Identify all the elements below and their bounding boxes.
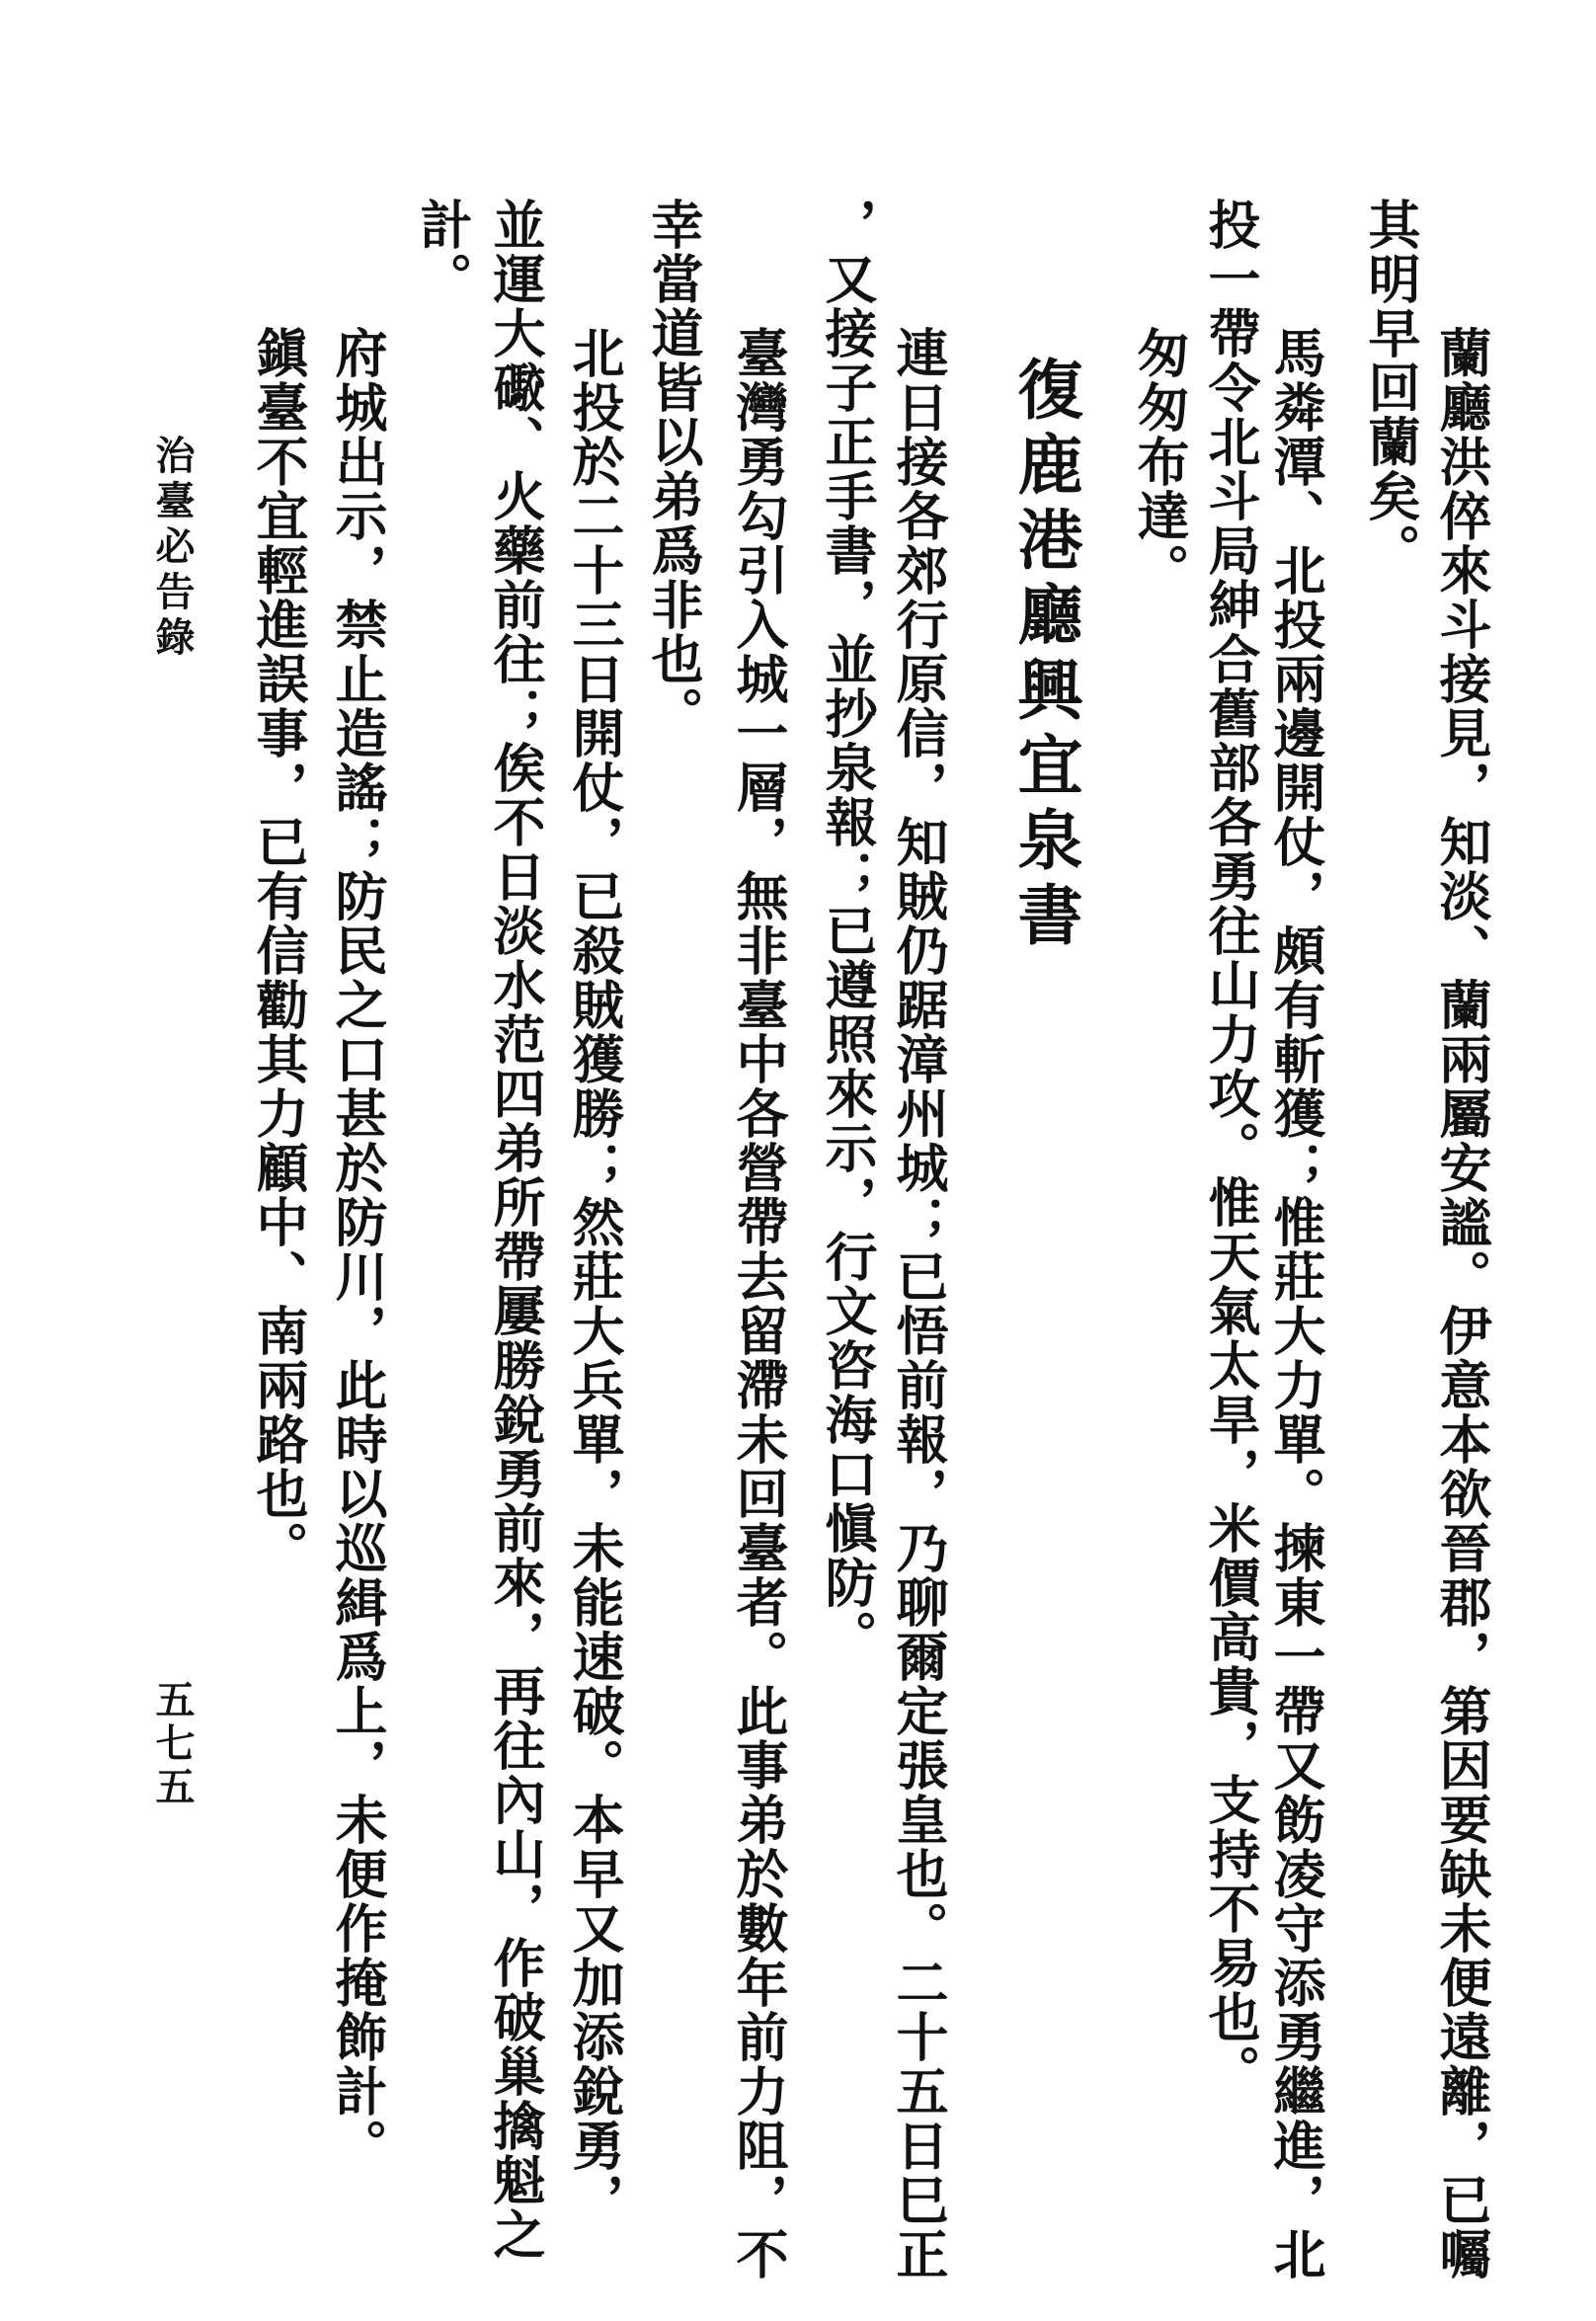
text-column-9: 幸當道皆以弟爲非也。: [643, 198, 704, 741]
text-column-10: 北投於二十三日開仗，已殺賊獲勝；然莊大兵單，未能速破。本早又加添銳勇，: [564, 326, 625, 2227]
text-column-5: 匆匆布達。: [1129, 326, 1190, 598]
text-column-7: ，又接子正手書，並抄泉報；已遵照來示，行文咨海口愼防。: [817, 198, 878, 1664]
page-number: 五七五: [149, 1679, 196, 1809]
text-column-4: 投一帶令北斗局紳合舊部各勇往山力攻。惟天氣太旱，米價高貴，支持不易也。: [1200, 198, 1261, 2099]
text-column-8: 臺灣勇勾引入城一層，無非臺中各營帶去留滯未回臺者。此事弟於數年前力阻，不: [728, 326, 789, 2281]
text-column-12: 計。: [412, 198, 473, 306]
text-column-14: 鎭臺不宜輕進誤事，已有信勸其力顧中、南兩路也。: [248, 326, 309, 1575]
book-title: 治臺必告錄: [149, 435, 196, 662]
text-column-3: 馬粦潭、北投兩邊開仗，頗有斬獲；惟莊大力單。揀東一帶又飭凌守添勇繼進，北: [1265, 326, 1326, 2281]
letter-title: 復鹿港廳興宜泉書: [1006, 356, 1083, 956]
text-column-11: 並運大礮、火藥前往；俟不日淡水范四弟所帶屢勝銳勇前來，再往內山，作破巢擒魁之: [485, 198, 546, 2262]
text-column-13: 府城出示，禁止造謠；防民之口甚於防川，此時以巡緝爲上，未便作掩飾計。: [327, 326, 388, 2173]
text-column-6: 連日接各郊行原信，知賊仍踞漳州城；已悟前報，乃聊爾定張皇也。二十五日巳正: [888, 326, 949, 2281]
text-column-2: 其明早回蘭矣。: [1360, 198, 1421, 578]
text-column-1: 蘭廳洪倅來斗接見，知淡、蘭兩屬安謐。伊意本欲晉郡，第因要缺未便遠離，已囑: [1431, 326, 1492, 2281]
